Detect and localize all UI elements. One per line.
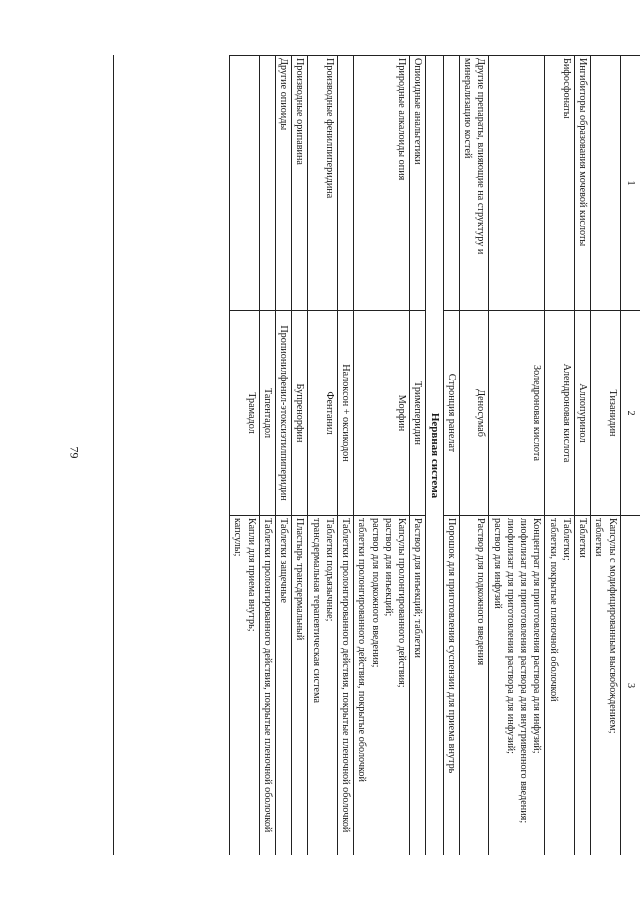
table-row xyxy=(354,56,410,856)
dosage-form-line: Концентрат для приготовления раствора для инфузий; xyxy=(531,518,543,754)
pharmacological-group-cell xyxy=(337,56,353,311)
table-row xyxy=(292,56,308,856)
dosage-form-line: лиофилизат для приготовления раствора для внутривенного введения; xyxy=(518,518,530,824)
dosage-form-line: таблетки xyxy=(593,518,605,557)
dosage-form-line: Раствор для подкожного введения xyxy=(475,518,487,666)
drug-registry-table xyxy=(229,55,640,855)
dosage-form-line: таблетки пролонгированного действия, покрытые оболочкой xyxy=(356,518,368,782)
drug-name-cell: Тизанидин xyxy=(591,311,621,516)
drug-name-cell: Морфин xyxy=(354,311,410,516)
table-row xyxy=(591,56,621,856)
pharmacological-group-cell: Бифосфонаты xyxy=(545,56,575,311)
pharmacological-group-cell: Природные алкалоиды опия xyxy=(354,56,410,311)
drug-name-cell: Тапентадол xyxy=(259,311,275,516)
page-number: 79 xyxy=(67,446,82,458)
column-header: 3 xyxy=(620,516,640,856)
dosage-form-line: Капсулы пролонгированного действия; xyxy=(396,518,408,688)
dosage-form-line: Таблетки; xyxy=(561,518,572,561)
table-row xyxy=(337,56,353,856)
table-row xyxy=(545,56,575,856)
dosage-form-line: Таблетки xyxy=(577,518,589,558)
pharmacological-group-cell: Другие опиоиды xyxy=(275,56,291,311)
dosage-form-line: раствор для инъекций; xyxy=(382,518,394,617)
table-row xyxy=(443,56,459,856)
table-row xyxy=(230,56,260,856)
dosage-form-line: Таблетки пролонгированного действия, покрытые пленочной оболочкой xyxy=(340,518,352,833)
dosage-forms-cell xyxy=(443,516,459,856)
table-row xyxy=(410,56,426,856)
dosage-form-line: Таблетки подъязычные; xyxy=(323,518,335,622)
pharmacological-group-cell xyxy=(230,56,260,311)
dosage-form-line: раствор для инфузий xyxy=(491,518,503,609)
pharmacological-group-cell: Опиоидные анальгетики xyxy=(410,56,426,311)
dosage-form-line: таблетки, покрытые пленочной оболочкой xyxy=(547,518,559,702)
dosage-form-line: Таблетки защечные xyxy=(278,518,290,604)
pharmacological-group-cell: Ингибиторы образования мочевой кислоты xyxy=(575,56,591,311)
dosage-forms-cell xyxy=(292,516,308,856)
table-viewport xyxy=(101,55,640,855)
section-title: Нервная система xyxy=(426,56,443,856)
drug-name-cell: Пропионилфенил-этоксиэтилпиперидин xyxy=(275,311,291,516)
dosage-form-line: Порошок для приготовления суспензии для приема внутрь xyxy=(446,518,457,774)
table-row xyxy=(308,56,338,856)
table-row xyxy=(275,56,291,856)
dosage-forms-cell xyxy=(275,516,291,856)
pharmacological-group-cell: Производные фенилпиперидина xyxy=(308,56,338,311)
column-header: 1 xyxy=(620,56,640,311)
pharmacological-group-cell xyxy=(489,56,545,311)
dosage-forms-cell xyxy=(575,516,591,856)
drug-name-cell: Деносумаб xyxy=(460,311,490,516)
dosage-form-line: капсулы; xyxy=(232,518,244,557)
dosage-forms-cell xyxy=(489,516,545,856)
drug-name-cell: Золедроновая кислота xyxy=(489,311,545,516)
table-row xyxy=(575,56,591,856)
dosage-form-line: лиофилизат для приготовления раствора для инфузий; xyxy=(505,518,516,754)
section-header-row xyxy=(426,56,443,856)
pharmacological-group-cell xyxy=(591,56,621,311)
drug-name-cell: Трамадол xyxy=(230,311,260,516)
dosage-forms-cell xyxy=(308,516,338,856)
drug-name-cell: Стронция ранелат xyxy=(443,311,459,516)
dosage-form-line: Таблетки пролонгированного действия, покрытые пленочной оболочкой xyxy=(261,518,273,833)
drug-name-cell: Алендроновая кислота xyxy=(545,311,575,516)
table-row xyxy=(460,56,490,856)
dosage-form-line: Раствор для инъекций; таблетки xyxy=(412,518,424,658)
pharmacological-group-cell xyxy=(443,56,459,311)
table-header-row xyxy=(620,56,640,856)
table-row xyxy=(489,56,545,856)
dosage-forms-cell xyxy=(337,516,353,856)
dosage-form-line: Пластырь трансдермальный xyxy=(294,518,306,641)
pharmacological-group-cell: Другие препараты, влияющие на структуру и минерализацию костей xyxy=(460,56,490,311)
table-row xyxy=(259,56,275,856)
dosage-forms-cell xyxy=(410,516,426,856)
dosage-form-line: раствор для подкожного введения; xyxy=(369,518,381,668)
drug-name-cell: Тримеперидин xyxy=(410,311,426,516)
column-header: 2 xyxy=(620,311,640,516)
dosage-forms-cell xyxy=(545,516,575,856)
drug-name-cell: Бупренорфин xyxy=(292,311,308,516)
drug-name-cell: Аллопуринол xyxy=(575,311,591,516)
pharmacological-group-cell xyxy=(259,56,275,311)
dosage-form-line: трансдермальная терапевтическая система xyxy=(310,518,322,703)
pharmacological-group-cell: Производные орипавина xyxy=(292,56,308,311)
dosage-forms-cell xyxy=(354,516,410,856)
dosage-forms-cell xyxy=(230,516,260,856)
drug-name-cell: Налоксон + оксикодон xyxy=(337,311,353,516)
dosage-forms-cell xyxy=(591,516,621,856)
dosage-forms-cell xyxy=(460,516,490,856)
drug-name-cell: Фентанил xyxy=(308,311,338,516)
rotated-table-container xyxy=(113,55,640,855)
dosage-forms-cell xyxy=(259,516,275,856)
dosage-form-line: Капсулы с модифицированным высвобождением; xyxy=(606,518,618,734)
dosage-form-line: Капли для приема внутрь; xyxy=(245,518,257,632)
